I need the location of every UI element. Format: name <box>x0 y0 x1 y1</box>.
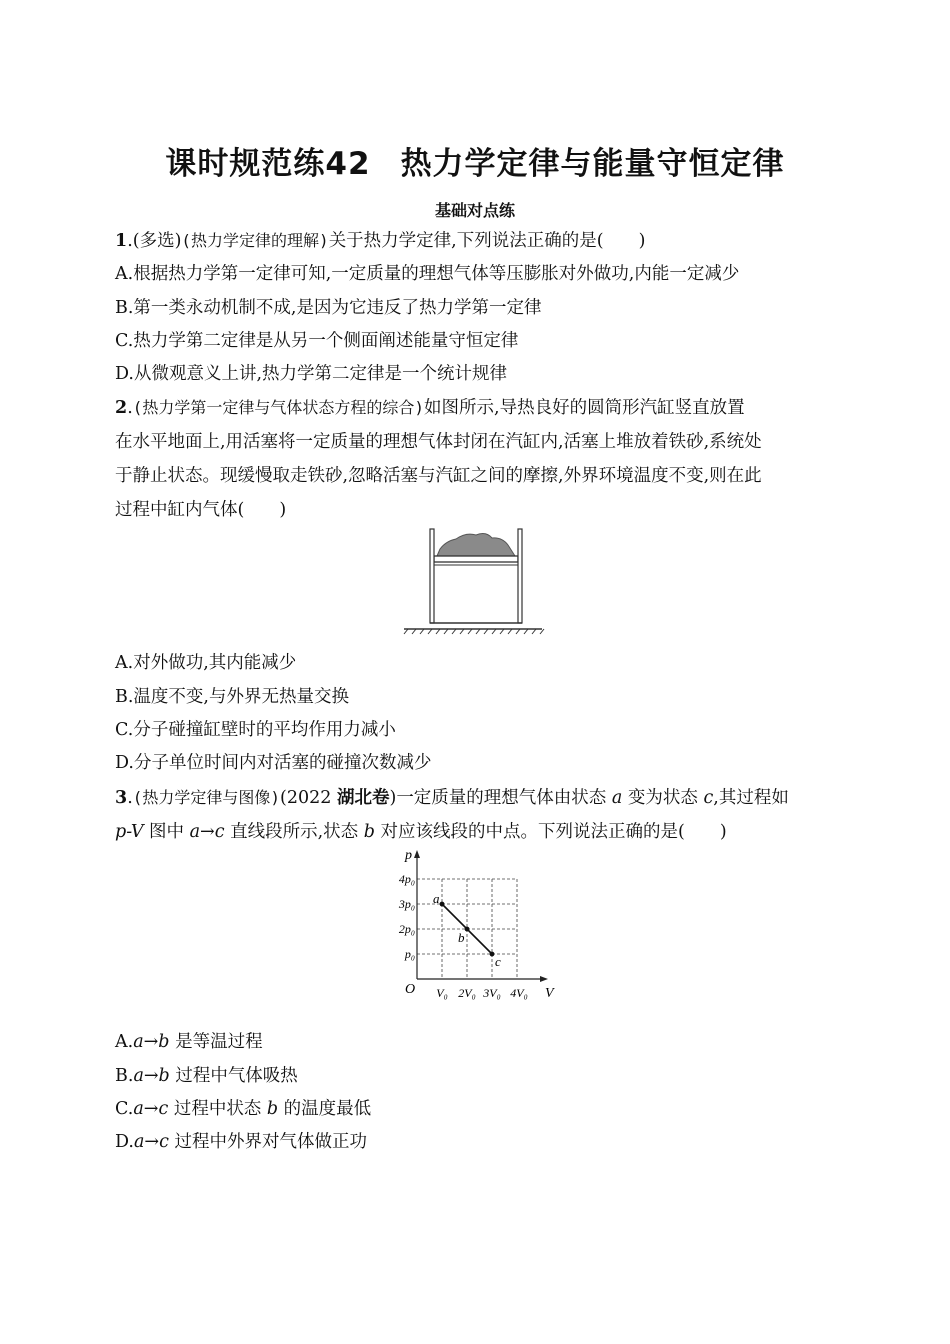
y-tick-2: 2p₀ <box>398 922 415 936</box>
x-tick-2: 2V₀ <box>458 986 476 1000</box>
q3-option-b: B.a→b 过程中气体吸热 <box>115 1066 298 1086</box>
q1-stem: 1.(多选)(热力学定律的理解)关于热力学定律,下列说法正确的是( ) <box>115 231 646 251</box>
point-b <box>465 927 470 932</box>
page-title <box>0 138 950 183</box>
q3-tag: (热力学定律与图像) <box>132 788 281 807</box>
p-axis-label: p <box>405 848 412 863</box>
q2-stem-line2: 在水平地面上,用活塞将一定质量的理想气体封闭在汽缸内,活塞上堆放着铁砂,系统处 <box>115 432 762 452</box>
cylinder-left-wall <box>430 529 434 623</box>
q1-option-b: B.第一类永动机制不成,是因为它违反了热力学第一定律 <box>115 298 542 318</box>
q2-tag: (热力学第一定律与气体状态方程的综合) <box>132 398 425 417</box>
x-tick-3: 3V₀ <box>483 986 501 1000</box>
q2-number: 2 <box>115 398 128 418</box>
q1-option-c: C.热力学第二定律是从另一个侧面阐述能量守恒定律 <box>115 331 519 351</box>
x-tick-1: V₀ <box>436 986 448 1000</box>
q2-option-c: C.分子碰撞缸壁时的平均作用力减小 <box>115 720 396 740</box>
point-a-label: a <box>433 891 440 906</box>
q3-stem-line1: 3.(热力学定律与图像)(2022 湖北卷)一定质量的理想气体由状态 a 变为状态 c,其过程如 <box>115 788 789 808</box>
cylinder-figure <box>400 525 550 635</box>
v-axis-label: V <box>545 986 554 1001</box>
point-c-label: c <box>495 954 501 969</box>
q2-option-a: A.对外做功,其内能减少 <box>115 653 297 673</box>
q2-stem-line4: 过程中缸内气体( ) <box>115 500 287 520</box>
point-a <box>440 902 445 907</box>
section-heading: 基础对点练 <box>434 201 515 220</box>
x-tick-4: 4V₀ <box>510 986 528 1000</box>
title-number: 课时规范练42 <box>165 146 371 182</box>
point-c <box>490 952 495 957</box>
iron-sand-pile <box>437 534 515 556</box>
q1-number: 1 <box>115 231 128 251</box>
point-b-label: b <box>458 930 465 945</box>
q3-stem-line2: p-V 图中 a→c 直线段所示,状态 b 对应该线段的中点。下列说法正确的是( ) <box>115 822 727 842</box>
q2-option-d: D.分子单位时间内对活塞的碰撞次数减少 <box>115 753 432 773</box>
y-tick-3: 3p₀ <box>398 897 415 911</box>
origin-label: O <box>405 982 416 997</box>
y-tick-4: 4p₀ <box>398 872 415 886</box>
pv-graph <box>395 845 565 1005</box>
q3-option-a: A.a→b 是等温过程 <box>115 1032 263 1052</box>
q1-option-a: A.根据热力学第一定律可知,一定质量的理想气体等压膨胀对外做功,内能一定减少 <box>115 264 740 284</box>
title-topic: 热力学定律与能量守恒定律 <box>400 146 785 182</box>
q3-option-c: C.a→c 过程中状态 b 的温度最低 <box>115 1099 372 1119</box>
q2-stem-line3: 于静止状态。现缓慢取走铁砂,忽略活塞与汽缸之间的摩擦,外界环境温度不变,则在此 <box>115 466 762 486</box>
q3-option-d: D.a→c 过程中外界对气体做正功 <box>115 1132 367 1152</box>
q1-option-d: D.从微观意义上讲,热力学第二定律是一个统计规律 <box>115 364 508 384</box>
cylinder-right-wall <box>518 529 522 623</box>
q1-tag: (热力学定律的理解) <box>181 231 329 250</box>
q2-option-b: B.温度不变,与外界无热量交换 <box>115 687 349 707</box>
q3-source: 湖北卷 <box>336 788 390 808</box>
y-tick-1: p₀ <box>404 947 415 961</box>
piston <box>434 556 518 562</box>
q2-stem-line1: 2.(热力学第一定律与气体状态方程的综合)如图所示,导热良好的圆筒形汽缸竖直放置 <box>115 398 745 418</box>
q3-number: 3 <box>115 788 128 808</box>
